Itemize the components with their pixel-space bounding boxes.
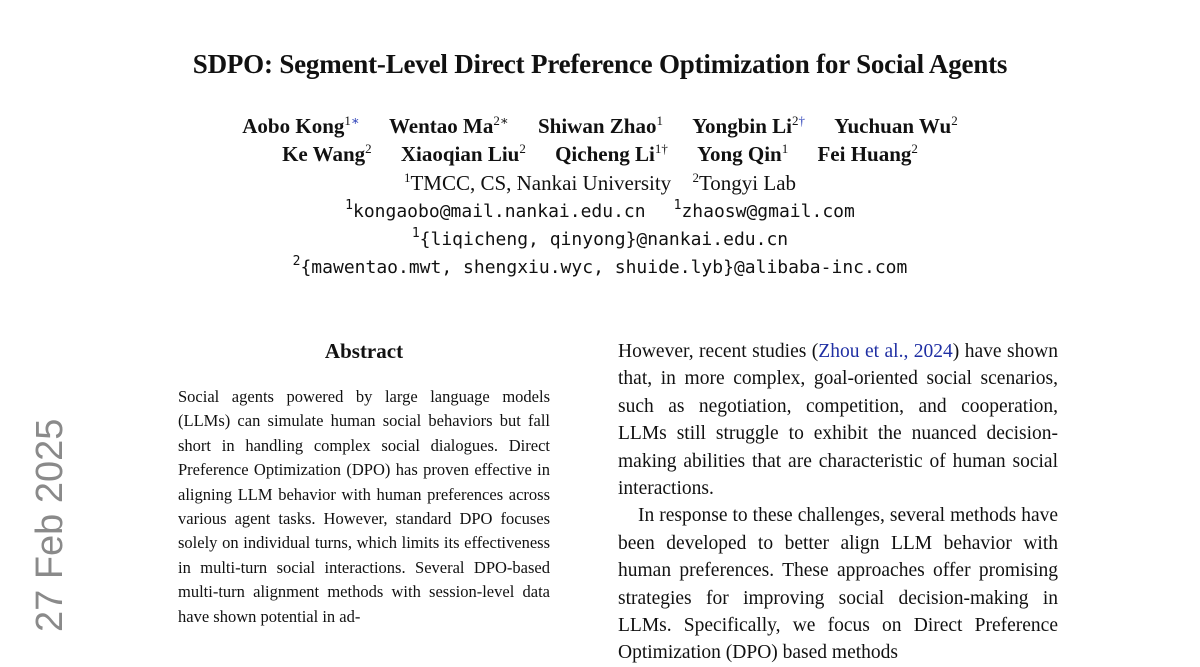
email-line: [0, 255, 1200, 281]
author-name: Yong Qin: [697, 142, 782, 166]
author-affiliation-sup: 2: [519, 141, 526, 156]
email-address: {liqicheng, qinyong}@nankai.edu.cn: [419, 229, 789, 250]
author-list-line-2: [0, 140, 1200, 168]
author: [401, 142, 526, 166]
author-name: Yongbin Li: [692, 114, 793, 138]
author: [538, 114, 663, 138]
author-name: Aobo Kong: [242, 114, 345, 138]
affiliation-sup: 1: [403, 170, 411, 185]
introduction-column: [618, 338, 1058, 667]
author-name: Wentao Ma: [388, 114, 494, 138]
affiliations: [0, 170, 1200, 196]
citation-link[interactable]: Zhou et al., 2024: [818, 341, 953, 362]
email-line: [0, 199, 1200, 225]
author: [242, 114, 359, 138]
author: [282, 142, 372, 166]
email-sup: 1: [673, 198, 682, 213]
affiliation: [404, 171, 671, 195]
author-name: Yuchuan Wu: [834, 114, 952, 138]
author-affiliation-sup: 2: [951, 113, 958, 128]
author-name: Qicheng Li: [555, 142, 655, 166]
email-sup: 1: [411, 226, 420, 241]
email-sup: 1: [345, 198, 353, 213]
affiliation-text: Tongyi Lab: [698, 171, 797, 195]
arxiv-date-stamp: 27 Feb 2025: [29, 418, 71, 632]
author: [692, 114, 805, 138]
author-affiliation-sup: 2: [911, 141, 918, 156]
author-name: Fei Huang: [817, 142, 912, 166]
author: [817, 142, 917, 166]
email-address: {mawentao.mwt, shengxiu.wyc, shuide.lyb}@alibaba-inc.com: [300, 257, 908, 278]
paper-title: SDPO: Segment-Level Direct Preference Optimization for Social Agents: [192, 49, 1008, 79]
author-affiliation-sup: 2∗: [493, 113, 509, 128]
paragraph-text: ) have shown that, in more complex, goal-oriented social scenarios, such as negotiation, competition, and cooperation, LLMs still struggle to exhibit the nuanced decision-making abilities that are characteristic of human social interactions.: [618, 341, 1058, 500]
email-sup: 2: [292, 254, 301, 269]
author-affiliation-sup: 2: [365, 141, 372, 156]
email-address: kongaobo@mail.nankai.edu.cn: [353, 201, 646, 222]
email-address: zhaosw@gmail.com: [681, 201, 855, 222]
body-paragraph: [618, 338, 1058, 502]
abstract-body: Social agents powered by large language models (LLMs) can simulate human social behaviors but fall short in handling complex social dialogues. Direct Preference Optimization (DPO) has proven effective in aligning LLM behavior with human preferences across various agent tasks. However, standard DPO focuses solely on individual turns, which limits its effectiveness in multi-turn social interactions. Several DPO-based multi-turn alignment methods with session-level data have shown potential in ad-: [178, 387, 550, 626]
author-name: Xiaoqian Liu: [400, 142, 520, 166]
author-affiliation-sup: 1†: [654, 141, 668, 156]
body-paragraph: In response to these challenges, several methods have been developed to better align LLM behavior with human preferences. These approaches offer promising strategies for improving social decision-making in LLMs. Specifically, we focus on Direct Preference Optimization (DPO) based methods: [618, 505, 1058, 664]
author: [389, 114, 509, 138]
author-affiliation-sup: 1: [656, 113, 663, 128]
abstract-heading: Abstract: [324, 339, 404, 363]
affiliation-sup: 2: [692, 170, 699, 185]
author-list-line-1: [0, 112, 1200, 140]
affiliation-text: TMCC, CS, Nankai University: [410, 171, 672, 195]
paragraph-text: However, recent studies (: [618, 341, 819, 362]
author-affiliation-sup: 1: [344, 113, 351, 128]
author-note-mark: ∗: [350, 113, 360, 128]
author-name: Shiwan Zhao: [537, 114, 657, 138]
author: [834, 114, 957, 138]
affiliation: [692, 171, 796, 195]
author-affiliation-sup: 1: [781, 141, 789, 156]
author-name: Ke Wang: [282, 142, 366, 166]
author-affiliation-sup: 2: [792, 113, 799, 128]
author: [555, 142, 668, 166]
author-note-mark: †: [798, 113, 806, 128]
author: [697, 142, 788, 166]
email-line: [0, 227, 1200, 253]
